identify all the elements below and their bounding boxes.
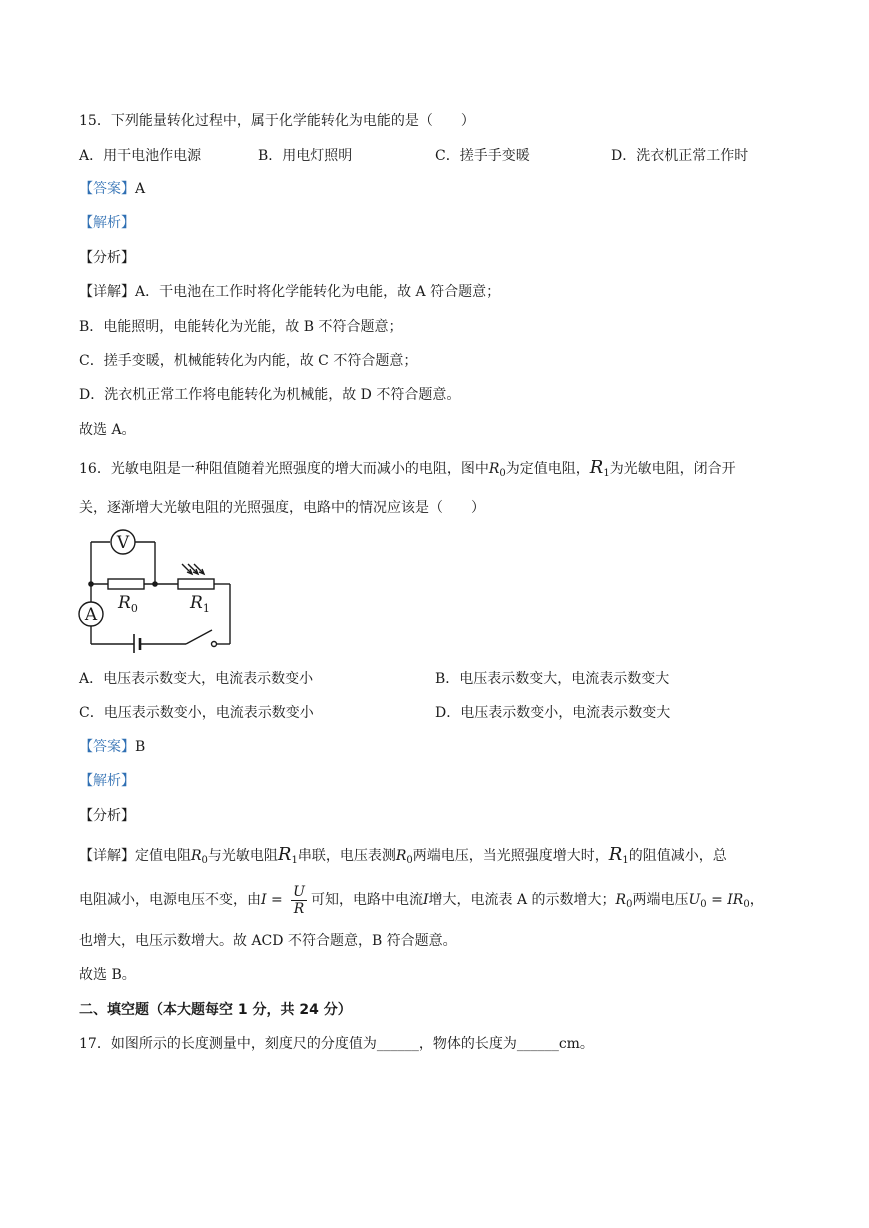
light-arrows-icon	[182, 564, 204, 574]
q15-detail-1: 【详解】A．干电池在工作时将化学能转化为电能，故 A 符合题意；	[79, 284, 501, 300]
voltmeter-label: V	[116, 533, 130, 553]
q16-conclusion: 故选 B。	[79, 967, 136, 983]
q15-option-c: C．搓手手变暖	[435, 148, 530, 164]
q15-conclusion: 故选 A。	[79, 422, 136, 438]
r0-symbol: $R_0$	[488, 461, 506, 479]
answer-value: A	[135, 181, 146, 197]
q15-option-b: B．用电灯照明	[258, 148, 353, 164]
q15-answer	[79, 179, 145, 199]
q16-option-a: A．电压表示数变大，电流表示数变小	[79, 671, 314, 687]
photoresistor-r1-icon	[178, 579, 214, 589]
q16-analysis-tag: 【解析】	[79, 773, 135, 789]
q15-fenxi: 【分析】	[79, 250, 135, 266]
r1-symbol: $R_1$	[589, 457, 610, 479]
q15-option-a: A．用干电池作电源	[79, 148, 202, 164]
q16-detail-line1: 【详解】定值电阻$R_0$与光敏电阻$R_1$串联，电压表测$R_0$两端电压，当光照强度增大时，$R_1$的阻值减小，总	[79, 844, 727, 866]
ohms-law-fraction: $\frac{U}{R}$	[293, 883, 305, 917]
switch-blade-icon	[186, 630, 212, 644]
ammeter-label: A	[84, 605, 98, 625]
q16-option-c: C．电压表示数变小，电流表示数变小	[79, 705, 314, 721]
q15-analysis-tag: 【解析】	[79, 215, 135, 231]
q15-detail-3: C．搓手变暖，机械能转化为内能，故 C 不符合题意；	[79, 353, 418, 369]
q15-detail-4: D．洗衣机正常工作将电能转化为机械能，故 D 不符合题意。	[79, 387, 461, 403]
answer-value: B	[135, 739, 146, 755]
section-heading: 二、填空题（本大题每空 1 分，共 24 分）	[79, 1002, 352, 1018]
q15-detail-2: B．电能照明，电能转化为光能，故 B 不符合题意；	[79, 319, 403, 335]
junction-dot	[88, 581, 94, 587]
r1-label: $R_1$	[190, 593, 210, 615]
q16-answer	[79, 737, 145, 757]
q17-stem: 17．如图所示的长度测量中，刻度尺的分度值为______，物体的长度为______cm。	[79, 1036, 594, 1052]
q16-fenxi: 【分析】	[79, 808, 135, 824]
junction-dot	[152, 581, 158, 587]
q16-option-d: D．电压表示数变小，电流表示数变大	[435, 705, 671, 721]
resistor-r0-icon	[108, 579, 144, 589]
q16-stem-line2: 关，逐渐增大光敏电阻的光照强度，电路中的情况应该是（ ）	[79, 500, 485, 516]
q16-option-b: B．电压表示数变大，电流表示数变大	[435, 671, 670, 687]
q15-stem: 15．下列能量转化过程中，属于化学能转化为电能的是（ ）	[79, 113, 475, 129]
q16-detail-line3: 也增大，电压示数增大。故 ACD 不符合题意，B 符合题意。	[79, 933, 457, 949]
answer-tag: 【答案】	[79, 739, 135, 755]
circuit-diagram	[74, 528, 244, 653]
answer-tag: 【答案】	[79, 181, 135, 197]
r0-label: $R_0$	[118, 593, 138, 615]
q16-detail-line2: 电阻减小，电源电压不变，由I = $\frac{U}{R}$ 可知，电路中电流I增大，电流表 A 的示数增大；$R_0$两端电压$U_0 = IR_0$，	[79, 883, 764, 917]
q15-option-d: D．洗衣机正常工作时	[611, 148, 749, 164]
q16-stem-line1: 16．光敏电阻是一种阻值随着光照强度的增大而减小的电阻，图中$R_0$为定值电阻，$R_1$为光敏电阻，闭合开	[79, 457, 736, 479]
switch-contact-icon	[212, 642, 217, 647]
